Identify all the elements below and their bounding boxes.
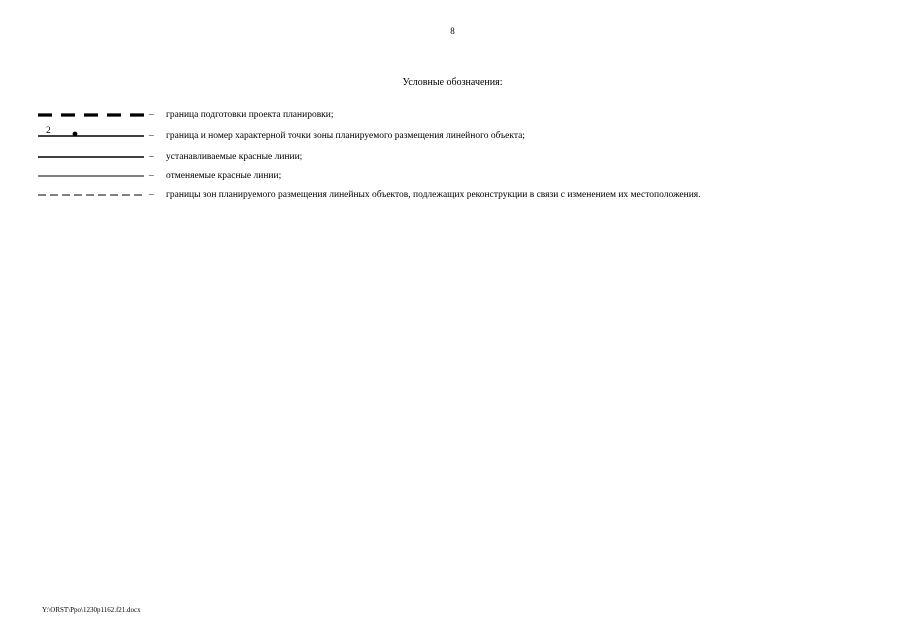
legend-item-label: границы зон планируемого размещения линейных объектов, подлежащих реконструкции в связи с изменением их местоположения.: [166, 190, 701, 200]
characteristic-point-icon: [73, 132, 78, 137]
legend-dash: –: [149, 131, 154, 141]
thin-solid-line-symbol: [38, 169, 148, 183]
legend-title: Условные обозначения:: [402, 77, 503, 88]
legend-item-label: граница подготовки проекта планировки;: [166, 110, 334, 120]
legend-dash: –: [149, 190, 154, 200]
legend-item-project-boundary: [38, 108, 838, 122]
solid-line-symbol: [38, 150, 148, 164]
legend-item-label: устанавливаемые красные линии;: [166, 152, 303, 162]
legend-item-established-red-lines: [38, 150, 838, 164]
thick-dashed-line-symbol: [38, 108, 148, 122]
legend-item-label: граница и номер характерной точки зоны планируемого размещения линейного объекта;: [166, 131, 525, 141]
legend-item-label: отменяемые красные линии;: [166, 171, 282, 181]
legend-dash: –: [149, 110, 154, 120]
legend-item-zone-boundary-point: [38, 126, 838, 143]
solid-line-with-point-symbol: [38, 129, 148, 143]
thin-dashed-line-symbol: [38, 188, 148, 202]
file-path: Y:\ORST\Ppo\1230p1162.f21.docx: [42, 606, 141, 614]
legend-item-reconstruction-zones: [38, 188, 838, 202]
page-number: 8: [450, 26, 455, 36]
legend-item-cancelled-red-lines: [38, 169, 838, 183]
legend-dash: –: [149, 152, 154, 162]
point-number-label: 2: [46, 126, 51, 136]
legend-dash: –: [149, 171, 154, 181]
